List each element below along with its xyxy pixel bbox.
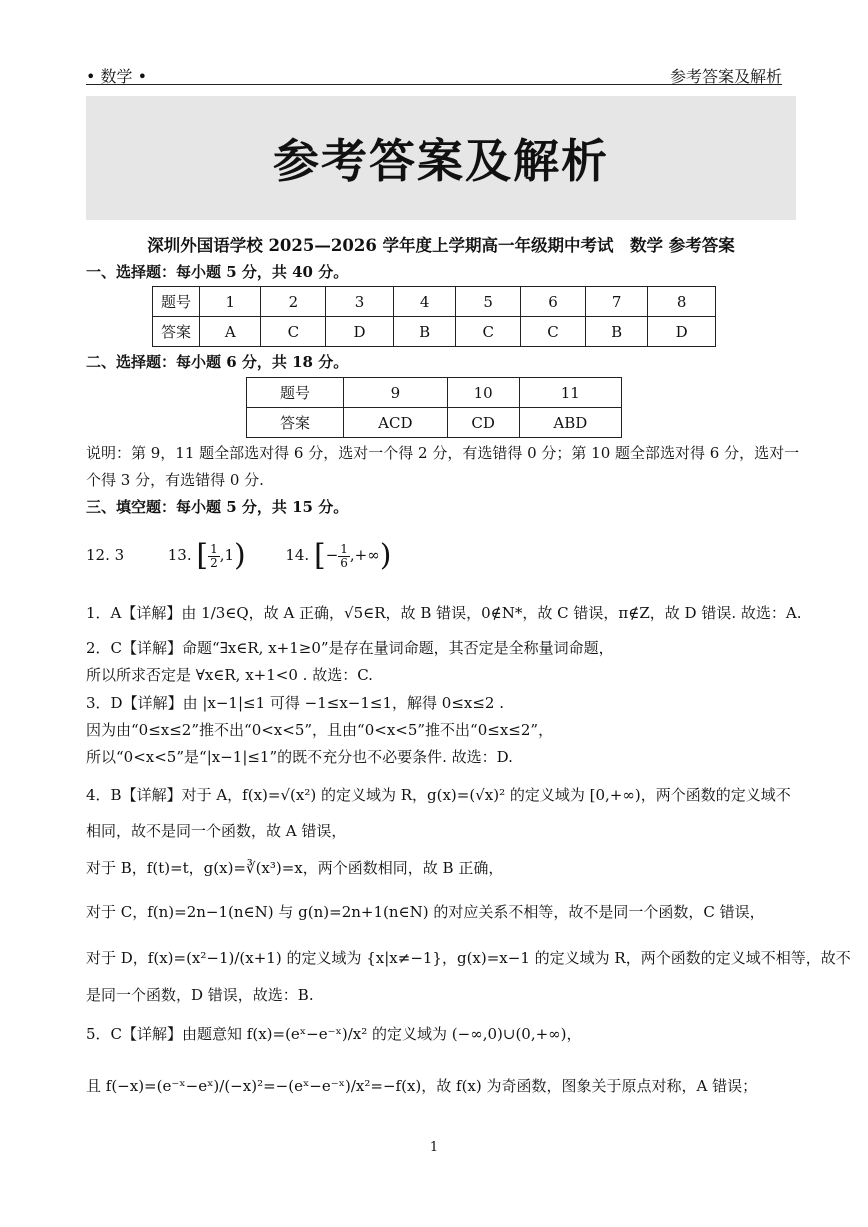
- exam-title: 深圳外国语学校 2025—2026 学年度上学期高一年级期中考试 数学 参考答案: [147, 236, 735, 255]
- table-answer-label: 答案: [247, 408, 344, 438]
- answer-table-1: [152, 286, 716, 347]
- table-cell: 8: [648, 287, 716, 317]
- table-cell: 7: [585, 287, 647, 317]
- answer-13-label: 13.: [167, 546, 192, 564]
- table-cell: 11: [519, 378, 621, 408]
- solution-2-line-2: 所以所求否定是 ∀x∈R, x+1<0 . 故选：C.: [86, 666, 373, 684]
- solution-4-line-5: 对于 D，f(x)=(x²−1)/(x+1) 的定义域为 {x|x≠−1}，g(x)=x−1 的定义域为 R，两个函数的定义域不相等，故不: [86, 949, 851, 967]
- table-cell: A: [200, 317, 261, 347]
- page-number: 1: [429, 1140, 439, 1155]
- answer-table-2: [246, 377, 622, 438]
- solution-4-line-4: 对于 C，f(n)=2n−1(n∈N) 与 g(n)=2n+1(n∈N) 的对应关系不相等，故不是同一个函数，C 错误，: [86, 903, 765, 921]
- answer-12: 12. 3: [86, 546, 125, 564]
- note-line-1: 说明：第 9，11 题全部选对得 6 分，选对一个得 2 分，有选错得 0 分；第 10 题全部选对得 6 分，选对一: [86, 444, 800, 462]
- solution-5-line-2: 且 f(−x)=(e⁻ˣ−eˣ)/(−x)²=−(eˣ−e⁻ˣ)/x²=−f(x)，故 f(x) 为奇函数，图象关于原点对称，A 错误；: [86, 1077, 758, 1095]
- table-cell: 6: [521, 287, 586, 317]
- header-section: 参考答案及解析: [669, 67, 782, 86]
- table-header-label: 题号: [153, 287, 200, 317]
- solution-5-line-1: 5．C【详解】由题意知 f(x)=(eˣ−e⁻ˣ)/x² 的定义域为 (−∞,0)∪(0,+∞)，: [86, 1025, 582, 1043]
- table-header-label: 题号: [247, 378, 344, 408]
- solution-3-line-3: 所以“0<x<5”是“|x−1|≤1”的既不充分也不必要条件. 故选：D.: [86, 748, 513, 766]
- answer-14: [− $\frac{1}{6}$ ,+∞): [313, 538, 392, 573]
- table-cell: 10: [447, 378, 519, 408]
- table-cell: B: [393, 317, 455, 347]
- table-cell: B: [585, 317, 647, 347]
- answer-13: [ $\frac{1}{2}$ ,1): [196, 538, 246, 573]
- table-cell: 4: [393, 287, 455, 317]
- solution-4-line-1: 4．B【详解】对于 A，f(x)=√(x²) 的定义域为 R，g(x)=(√x)² 的定义域为 [0,+∞)，两个函数的定义域不: [86, 786, 791, 804]
- table-cell: ABD: [519, 408, 621, 438]
- table-cell: 1: [200, 287, 261, 317]
- banner-title: 参考答案及解析: [273, 134, 609, 188]
- solution-2-line-1: 2．C【详解】命题“∃x∈R, x+1≥0”是存在量词命题，其否定是全称量词命题，: [86, 639, 614, 657]
- table-cell: 2: [261, 287, 326, 317]
- solution-4-line-6: 是同一个函数，D 错误，故选：B.: [86, 986, 314, 1004]
- section-2-title: 二、选择题：每小题 6 分，共 18 分。: [86, 353, 349, 371]
- table-cell: C: [456, 317, 521, 347]
- fill-answers: [86, 538, 391, 573]
- solution-1: 1．A【详解】由 1/3∈Q，故 A 正确，√5∈R，故 B 错误，0∉N*，故 C 错误，π∉Z，故 D 错误. 故选：A.: [86, 604, 802, 622]
- table-answer-label: 答案: [153, 317, 200, 347]
- table-cell: 5: [456, 287, 521, 317]
- header-subject: • 数学 •: [86, 67, 148, 86]
- solution-4-line-3: 对于 B，f(t)=t，g(x)=∛(x³)=x，两个函数相同，故 B 正确，: [86, 859, 504, 877]
- table-cell: 9: [344, 378, 448, 408]
- page-header: [86, 62, 782, 85]
- answer-14-label: 14.: [285, 546, 310, 564]
- table-cell: C: [261, 317, 326, 347]
- note-line-2: 个得 3 分，有选错得 0 分.: [86, 471, 264, 489]
- table-cell: CD: [447, 408, 519, 438]
- solution-3-line-2: 因为由“0≤x≤2”推不出“0<x<5”，且由“0<x<5”推不出“0≤x≤2”，: [86, 721, 554, 739]
- table-cell: ACD: [344, 408, 448, 438]
- solution-4-line-2: 相同，故不是同一个函数，故 A 错误，: [86, 822, 347, 840]
- title-banner: [86, 96, 796, 220]
- section-3-title: 三、填空题：每小题 5 分，共 15 分。: [86, 498, 349, 516]
- table-cell: D: [326, 317, 394, 347]
- table-cell: 3: [326, 287, 394, 317]
- section-1-title: 一、选择题：每小题 5 分，共 40 分。: [86, 263, 349, 281]
- table-cell: D: [648, 317, 716, 347]
- table-cell: C: [521, 317, 586, 347]
- solution-3-line-1: 3．D【详解】由 |x−1|≤1 可得 −1≤x−1≤1，解得 0≤x≤2 .: [86, 694, 505, 712]
